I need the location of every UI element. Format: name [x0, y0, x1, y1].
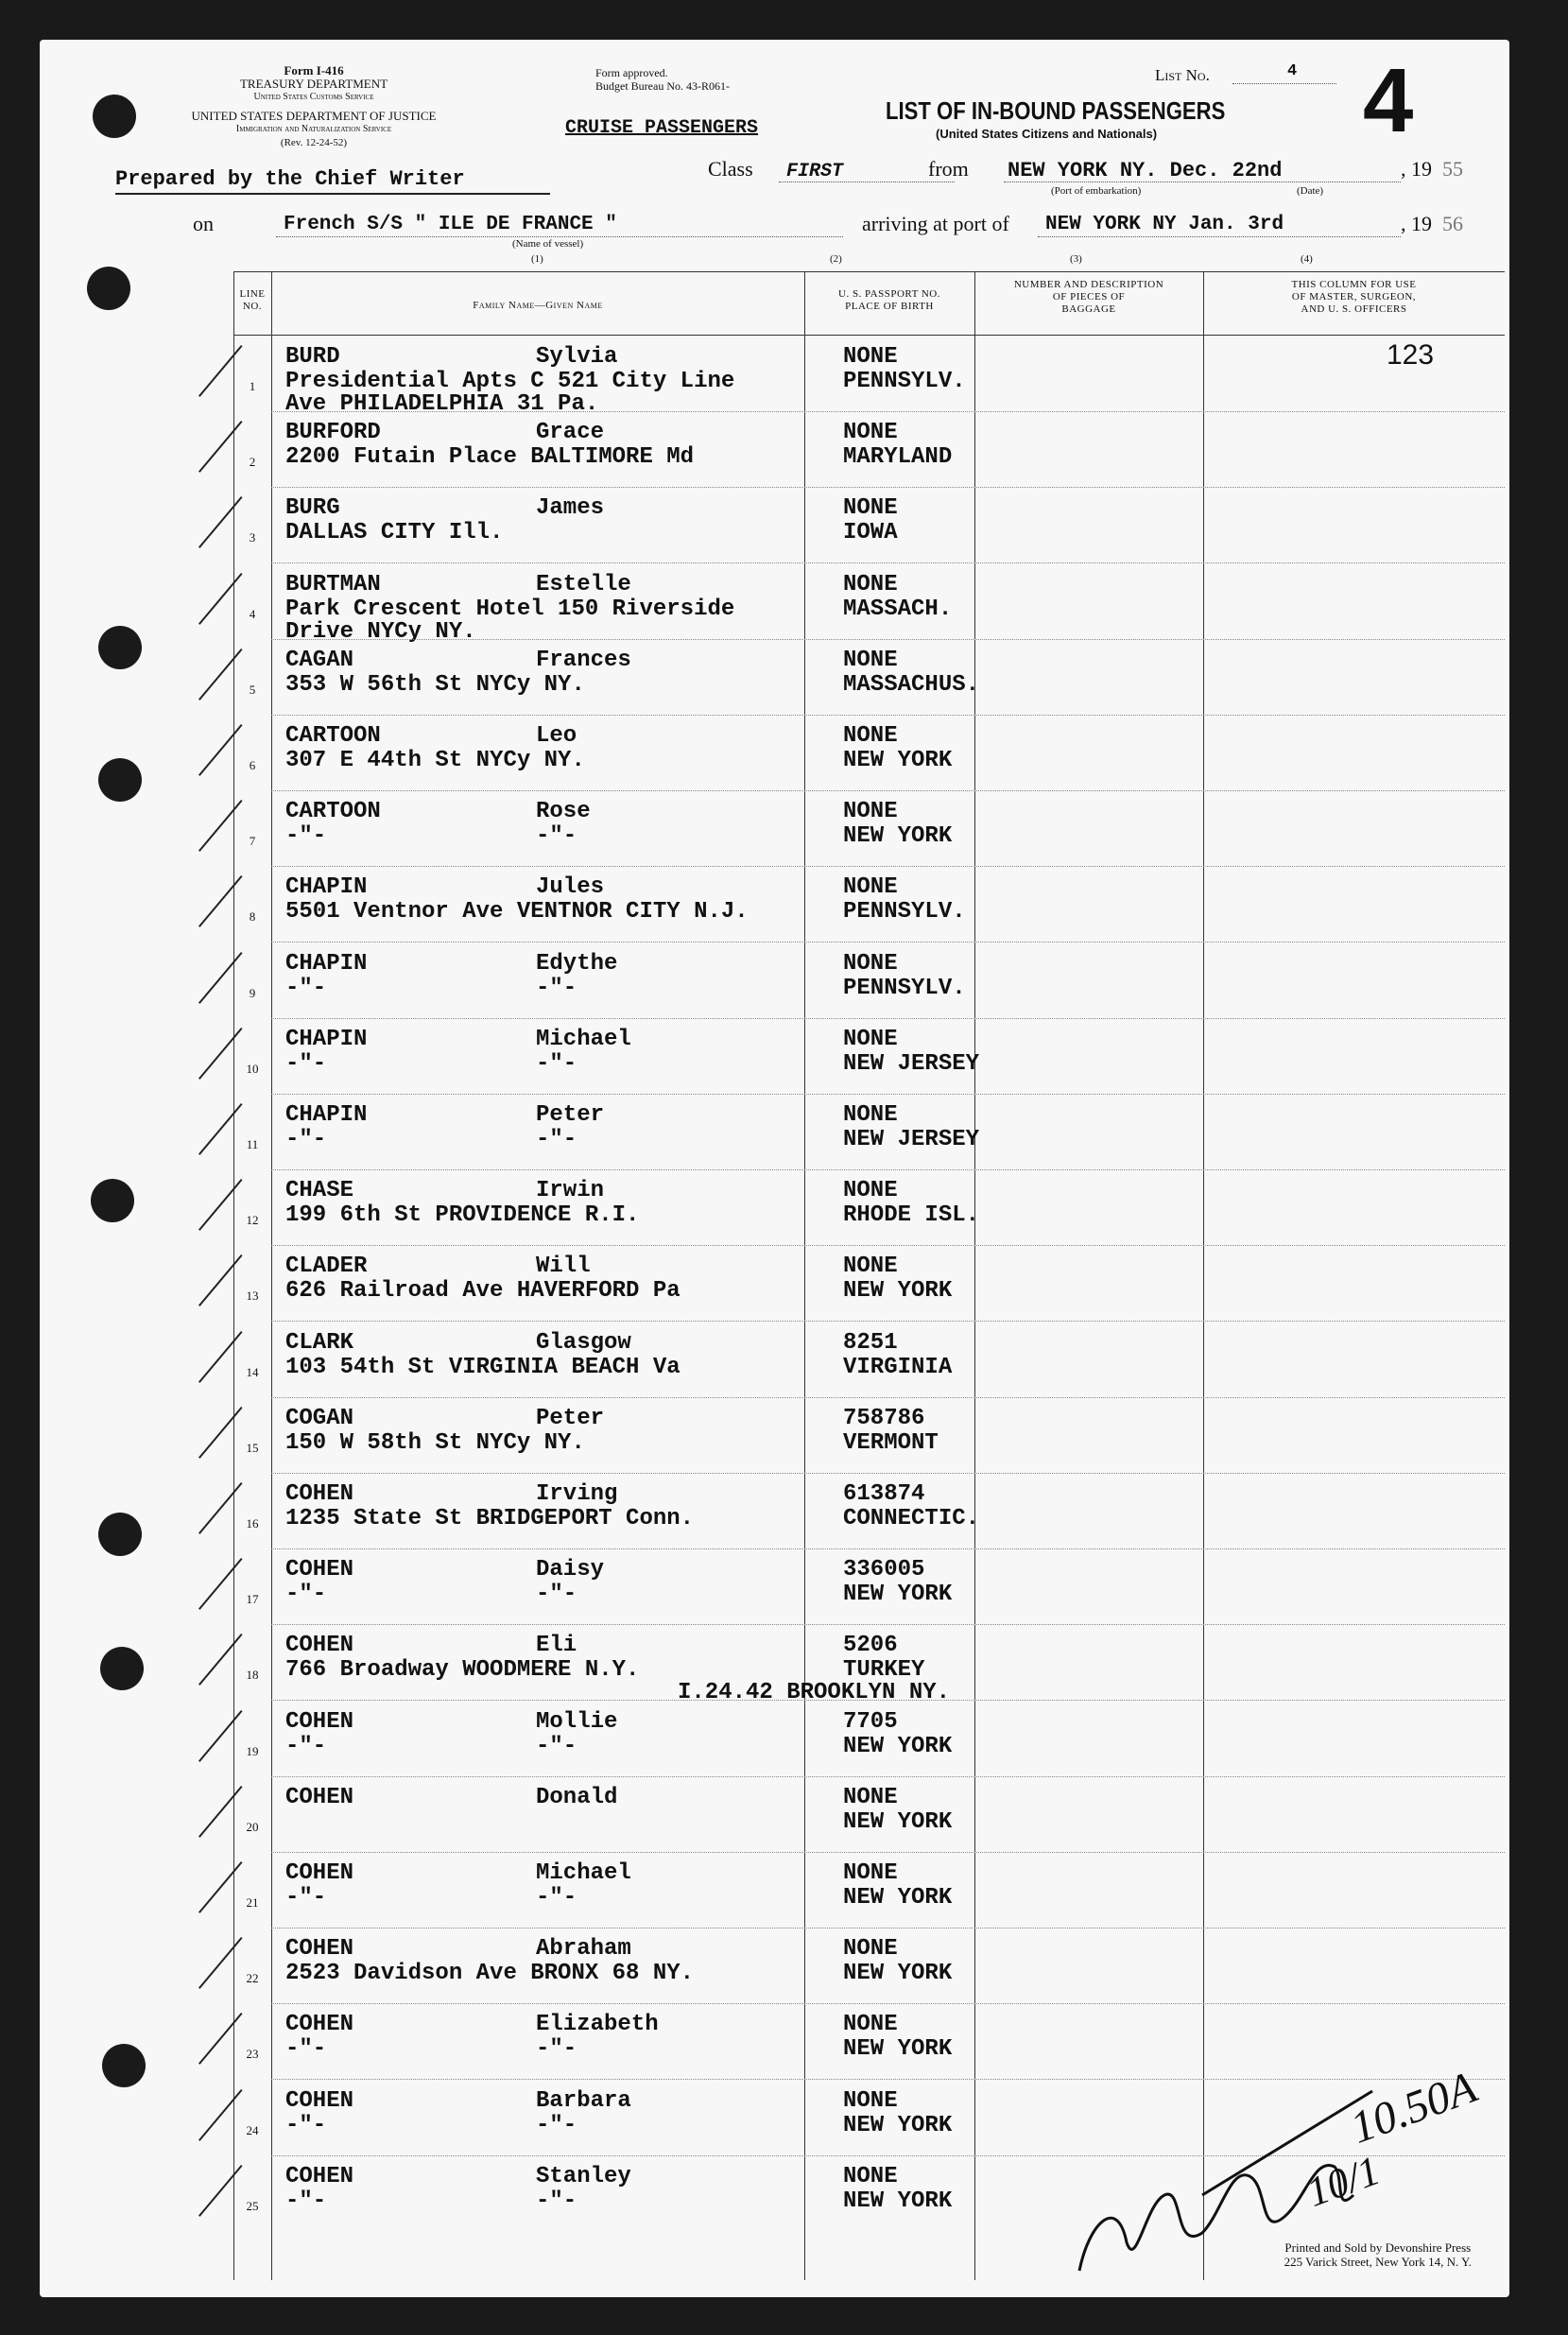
family-name: CHAPIN [285, 1102, 368, 1128]
given-name: James [536, 495, 605, 522]
given-name: Rose [536, 799, 591, 825]
passport-number: NONE [843, 1178, 898, 1204]
given-name: Irving [536, 1481, 618, 1507]
vessel-caption: (Name of vessel) [512, 238, 584, 250]
given-name: Elizabeth [536, 2012, 659, 2038]
table-top-border [233, 271, 1505, 272]
passport-number: NONE [843, 495, 898, 522]
place-of-birth: NEW YORK [843, 2188, 953, 2214]
budget-bureau: Budget Bureau No. 43-R061- [595, 79, 730, 93]
place-of-birth: NEW YORK [843, 748, 953, 773]
family-name: CHASE [285, 1178, 354, 1204]
col-number-1: (1) [531, 253, 543, 265]
agency-block [163, 64, 465, 149]
passport-number: NONE [843, 723, 898, 749]
col-number-4: (4) [1301, 253, 1313, 265]
port-embark-caption: (Port of embarkation) [1051, 185, 1142, 197]
given-name: Daisy [536, 1557, 605, 1583]
address-line-1: -"- [285, 823, 327, 850]
line-number: 7 [249, 834, 256, 849]
line-number: 19 [246, 1743, 259, 1758]
address-line-1: 199 6th St PROVIDENCE R.I. [285, 1202, 640, 1229]
list-no-underline [1232, 83, 1336, 84]
form-revision: (Rev. 12-24-52) [280, 137, 348, 148]
punch-hole [100, 1647, 144, 1690]
footer-line-2: 225 Varick Street, New York 14, N. Y. [1284, 2255, 1472, 2269]
row-divider [271, 1928, 1505, 1929]
address-line-1: 2523 Davidson Ave BRONX 68 NY. [285, 1961, 695, 1987]
family-name: COHEN [285, 1557, 354, 1583]
place-of-birth: NEW YORK [843, 1885, 953, 1911]
place-of-birth: CONNECTIC. [843, 1506, 980, 1531]
address-line-1b: -"- [536, 823, 577, 850]
line-number: 15 [246, 1440, 259, 1455]
passport-number: NONE [843, 2163, 898, 2189]
line-number: 8 [249, 909, 256, 925]
passport-number: NONE [843, 1254, 898, 1280]
family-name: COHEN [285, 1633, 354, 1659]
row-divider [271, 1169, 1505, 1170]
passport-number: NONE [843, 2012, 898, 2038]
place-of-birth: IOWA [843, 520, 898, 546]
place-of-birth: MARYLAND [843, 444, 953, 471]
table-row [233, 1703, 1505, 1778]
vessel-underline [276, 236, 843, 237]
place-of-birth: MASSACH. [843, 596, 953, 622]
family-name: CHAPIN [285, 1026, 368, 1052]
line-number: 10 [246, 1061, 259, 1076]
address-line-1: 1235 State St BRIDGEPORT Conn. [285, 1506, 695, 1531]
row-divider [271, 1018, 1505, 1019]
col-number-3: (3) [1070, 253, 1082, 265]
place-of-birth: NEW YORK [843, 1733, 953, 1759]
table-row [233, 868, 1505, 943]
table-row [233, 717, 1505, 792]
address-line-1: 353 W 56th St NYCy NY. [285, 671, 585, 698]
given-name: Michael [536, 1860, 631, 1886]
given-name: Peter [536, 1102, 605, 1128]
list-no-value: 4 [1287, 62, 1298, 80]
row-divider [271, 1397, 1505, 1398]
table-row [233, 565, 1505, 645]
passport-number: NONE [843, 1936, 898, 1963]
passport-number: NONE [843, 420, 898, 446]
address-line-1: 2200 Futain Place BALTIMORE Md [285, 444, 695, 471]
family-name: CLARK [285, 1329, 354, 1356]
passport-number: NONE [843, 1860, 898, 1886]
passport-number: NONE [843, 1026, 898, 1052]
address-line-1b: -"- [536, 2112, 577, 2138]
place-of-birth: NEW YORK [843, 823, 953, 850]
arriving-value: NEW YORK NY Jan. 3rd [1045, 214, 1284, 235]
address-line-1: Park Crescent Hotel 150 Riverside [285, 596, 735, 622]
row-divider [271, 1776, 1505, 1777]
address-line-1: -"- [285, 975, 327, 1001]
date-caption: (Date) [1297, 185, 1324, 197]
line-number: 6 [249, 758, 256, 772]
family-name: COHEN [285, 2012, 354, 2038]
place-of-birth: TURKEY [843, 1657, 925, 1684]
place-of-birth: RHODE ISL. [843, 1202, 980, 1229]
given-name: Michael [536, 1026, 631, 1052]
passport-number: 613874 [843, 1481, 925, 1507]
address-line-1: -"- [285, 1582, 327, 1608]
prepared-underline [115, 193, 550, 195]
punch-hole [98, 1513, 142, 1556]
passport-number: NONE [843, 647, 898, 673]
table-row [233, 1778, 1505, 1854]
year-1: 55 [1442, 157, 1463, 181]
given-name: Edythe [536, 950, 618, 977]
given-name: Sylvia [536, 344, 618, 370]
family-name: CARTOON [285, 723, 381, 749]
handwritten-note-2: 10/1 [1300, 2147, 1387, 2216]
punch-hole [93, 95, 136, 138]
passenger-table [233, 271, 1505, 2280]
row-divider [271, 1852, 1505, 1853]
place-of-birth: VIRGINIA [843, 1354, 953, 1380]
address-line-1: -"- [285, 2188, 327, 2214]
given-name: Estelle [536, 571, 631, 597]
family-name: BURFORD [285, 420, 381, 446]
line-number: 3 [249, 530, 256, 545]
passport-number: 7705 [843, 1708, 898, 1735]
family-name: CAGAN [285, 647, 354, 673]
passport-number: 8251 [843, 1329, 898, 1356]
address-line-1b: -"- [536, 2188, 577, 2214]
from-label: from [928, 157, 969, 181]
place-of-birth: PENNSYLV. [843, 899, 966, 925]
given-name: Frances [536, 647, 631, 673]
address-line-1b: -"- [536, 975, 577, 1001]
passport-number: NONE [843, 799, 898, 825]
address-line-1: -"- [285, 2036, 327, 2063]
line-number: 23 [246, 2047, 259, 2062]
year-prefix-1: , 19 [1401, 157, 1432, 181]
table-row [233, 489, 1505, 564]
given-name: Abraham [536, 1936, 631, 1963]
row-divider [271, 562, 1505, 563]
passport-number: NONE [843, 1102, 898, 1128]
address-line-1: DALLAS CITY Ill. [285, 520, 504, 546]
class-value: FIRST [786, 161, 844, 182]
row-divider [271, 2003, 1505, 2004]
table-row [233, 1626, 1505, 1706]
given-name: Donald [536, 1784, 618, 1810]
row-divider [271, 411, 1505, 412]
table-row [233, 1475, 1505, 1550]
family-name: CLADER [285, 1254, 368, 1280]
passport-number: NONE [843, 2087, 898, 2114]
address-line-1: -"- [285, 2112, 327, 2138]
col-number-2: (2) [830, 253, 842, 265]
passport-number: NONE [843, 571, 898, 597]
address-line-2: Ave PHILADELPHIA 31 Pa. [285, 391, 599, 417]
address-line-1b: -"- [536, 1733, 577, 1759]
dept-treasury-sub: United States Customs Service [253, 92, 374, 102]
table-row [233, 792, 1505, 868]
list-title: LIST OF IN-BOUND PASSENGERS [886, 96, 1226, 125]
place-of-birth: NEW YORK [843, 1582, 953, 1608]
family-name: COHEN [285, 1860, 354, 1886]
row-divider [271, 487, 1505, 488]
address-line-2: I.24.42 BROOKLYN NY. [678, 1680, 951, 1706]
place-of-birth: NEW YORK [843, 2112, 953, 2138]
family-name: CARTOON [285, 799, 381, 825]
passport-number: 336005 [843, 1557, 925, 1583]
line-number: 16 [246, 1516, 259, 1531]
address-line-1: -"- [285, 1127, 327, 1152]
table-row [233, 1171, 1505, 1247]
line-number: 12 [246, 1213, 259, 1228]
given-name: Grace [536, 420, 605, 446]
family-name: COHEN [285, 2087, 354, 2114]
given-name: Leo [536, 723, 577, 749]
row-divider [271, 790, 1505, 791]
col-header-name: Family Name—Given Name [473, 300, 603, 311]
place-of-birth: VERMONT [843, 1429, 939, 1456]
given-name: Peter [536, 1405, 605, 1431]
row-divider [271, 1624, 1505, 1625]
family-name: COHEN [285, 1708, 354, 1735]
given-name: Barbara [536, 2087, 631, 2114]
officer-note: 123 [1387, 339, 1435, 371]
line-number: 11 [246, 1137, 259, 1151]
given-name: Eli [536, 1633, 577, 1659]
given-name: Stanley [536, 2163, 631, 2189]
place-of-birth: NEW JERSEY [843, 1127, 980, 1152]
list-subtitle: (United States Citizens and Nationals) [936, 127, 1158, 141]
arriving-label: arriving at port of [862, 212, 1009, 235]
line-number: 22 [246, 1971, 259, 1986]
address-line-1: 626 Railroad Ave HAVERFORD Pa [285, 1278, 681, 1305]
address-line-1b: -"- [536, 1582, 577, 1608]
vessel-value: French S/S " ILE DE FRANCE " [284, 214, 617, 235]
line-number: 18 [246, 1668, 259, 1683]
family-name: COHEN [285, 1481, 354, 1507]
punch-hole [91, 1179, 134, 1222]
dept-treasury: TREASURY DEPARTMENT [239, 77, 388, 91]
table-row [233, 1399, 1505, 1475]
table-row [233, 1323, 1505, 1399]
family-name: CHAPIN [285, 950, 368, 977]
line-number: 4 [249, 606, 256, 621]
address-line-1: 766 Broadway WOODMERE N.Y. [285, 1657, 640, 1684]
arriving-underline [1038, 236, 1401, 237]
address-line-1b: -"- [536, 1885, 577, 1911]
family-name: COHEN [285, 2163, 354, 2189]
address-line-1b: -"- [536, 1050, 577, 1077]
col-header-line-no: LINE NO. [239, 288, 266, 312]
col-header-passport: U. S. PASSPORT NO. PLACE OF BIRTH [838, 288, 940, 312]
address-line-1b: -"- [536, 2036, 577, 2063]
address-line-1: Presidential Apts C 521 City Line [285, 369, 735, 394]
punch-hole [102, 2044, 146, 2087]
line-number: 25 [246, 2198, 259, 2213]
address-line-1: 5501 Ventnor Ave VENTNOR CITY N.J. [285, 899, 749, 925]
table-row [233, 1020, 1505, 1096]
address-line-1: 150 W 58th St NYCy NY. [285, 1429, 585, 1456]
given-name: Will [536, 1254, 591, 1280]
cruise-passengers: CRUISE PASSENGERS [565, 117, 759, 139]
given-name: Jules [536, 874, 605, 901]
table-row [233, 337, 1505, 417]
table-row [233, 944, 1505, 1020]
year-2: 56 [1442, 212, 1463, 235]
address-line-2: Drive NYCy NY. [285, 618, 476, 645]
class-label: Class [708, 157, 753, 181]
row-divider [271, 1321, 1505, 1322]
table-row [233, 1247, 1505, 1323]
row-divider [271, 1700, 1505, 1701]
punch-hole [98, 758, 142, 802]
family-name: BURD [285, 344, 340, 370]
row-divider [271, 866, 1505, 867]
table-row [233, 1550, 1505, 1626]
family-name: COHEN [285, 1784, 354, 1810]
given-name: Irwin [536, 1178, 605, 1204]
passport-number: NONE [843, 874, 898, 901]
line-number: 1 [249, 379, 256, 393]
address-line-1: 103 54th St VIRGINIA BEACH Va [285, 1354, 681, 1380]
dept-justice: UNITED STATES DEPARTMENT OF JUSTICE [191, 109, 437, 123]
line-number: 17 [246, 1592, 259, 1607]
row-divider [271, 1094, 1505, 1095]
line-number: 21 [246, 1895, 259, 1910]
row-divider [271, 715, 1505, 716]
passport-number: NONE [843, 1784, 898, 1810]
from-value: NEW YORK NY. Dec. 22nd [1008, 159, 1283, 182]
place-of-birth: NEW YORK [843, 1961, 953, 1987]
table-header-border [233, 335, 1505, 336]
form-approved: Form approved. [595, 66, 668, 79]
table-row [233, 1854, 1505, 1929]
place-of-birth: NEW YORK [843, 1808, 953, 1835]
list-no-label: List No. [1155, 66, 1210, 84]
row-divider [271, 1245, 1505, 1246]
form-number: Form I-416 [284, 63, 344, 78]
col-header-baggage: NUMBER AND DESCRIPTION OF PIECES OF BAGGAGE [1013, 279, 1164, 315]
passport-number: 758786 [843, 1405, 925, 1431]
line-number: 5 [249, 682, 256, 697]
line-number: 9 [249, 985, 256, 1000]
place-of-birth: PENNSYLV. [843, 369, 966, 394]
place-of-birth: PENNSYLV. [843, 975, 966, 1001]
family-name: BURTMAN [285, 571, 381, 597]
prepared-by: Prepared by the Chief Writer [115, 167, 465, 191]
family-name: COGAN [285, 1405, 354, 1431]
punch-hole [98, 626, 142, 669]
line-number: 2 [249, 455, 256, 470]
punch-hole [87, 267, 130, 310]
table-row [233, 641, 1505, 717]
year-prefix-2: , 19 [1401, 212, 1432, 235]
passport-number: 5206 [843, 1633, 898, 1659]
document-sheet [40, 40, 1509, 2297]
passport-number: NONE [843, 344, 898, 370]
table-row [233, 1096, 1505, 1171]
col-header-officers: THIS COLUMN FOR USE OF MASTER, SURGEON, AND U. S. OFFICERS [1291, 279, 1417, 315]
on-label: on [193, 212, 214, 235]
address-line-1b: -"- [536, 1127, 577, 1152]
line-number: 24 [246, 2122, 259, 2137]
family-name: CHAPIN [285, 874, 368, 901]
line-number: 14 [246, 1364, 259, 1379]
address-line-1: -"- [285, 1050, 327, 1077]
printer-footer [1284, 2240, 1472, 2269]
passport-number: NONE [843, 950, 898, 977]
footer-line-1: Printed and Sold by Devonshire Press [1284, 2240, 1472, 2255]
place-of-birth: MASSACHUS. [843, 671, 980, 698]
address-line-1: 307 E 44th St NYCy NY. [285, 748, 585, 773]
handwritten-note: 10.50A [1344, 2062, 1484, 2153]
big-list-number: 4 [1363, 50, 1414, 151]
line-number: 20 [246, 1819, 259, 1834]
line-number: 13 [246, 1289, 259, 1304]
place-of-birth: NEW YORK [843, 1278, 953, 1305]
family-name: COHEN [285, 1936, 354, 1963]
row-divider [271, 942, 1505, 943]
row-divider [271, 1473, 1505, 1474]
address-line-1: -"- [285, 1733, 327, 1759]
place-of-birth: NEW YORK [843, 2036, 953, 2063]
row-divider [271, 1548, 1505, 1549]
given-name: Glasgow [536, 1329, 631, 1356]
address-line-1: -"- [285, 1885, 327, 1911]
place-of-birth: NEW JERSEY [843, 1050, 980, 1077]
table-row [233, 413, 1505, 489]
family-name: BURG [285, 495, 340, 522]
dept-justice-sub: Immigration and Naturalization Service [235, 124, 392, 134]
given-name: Mollie [536, 1708, 618, 1735]
table-row [233, 1929, 1505, 2005]
row-divider [271, 639, 1505, 640]
